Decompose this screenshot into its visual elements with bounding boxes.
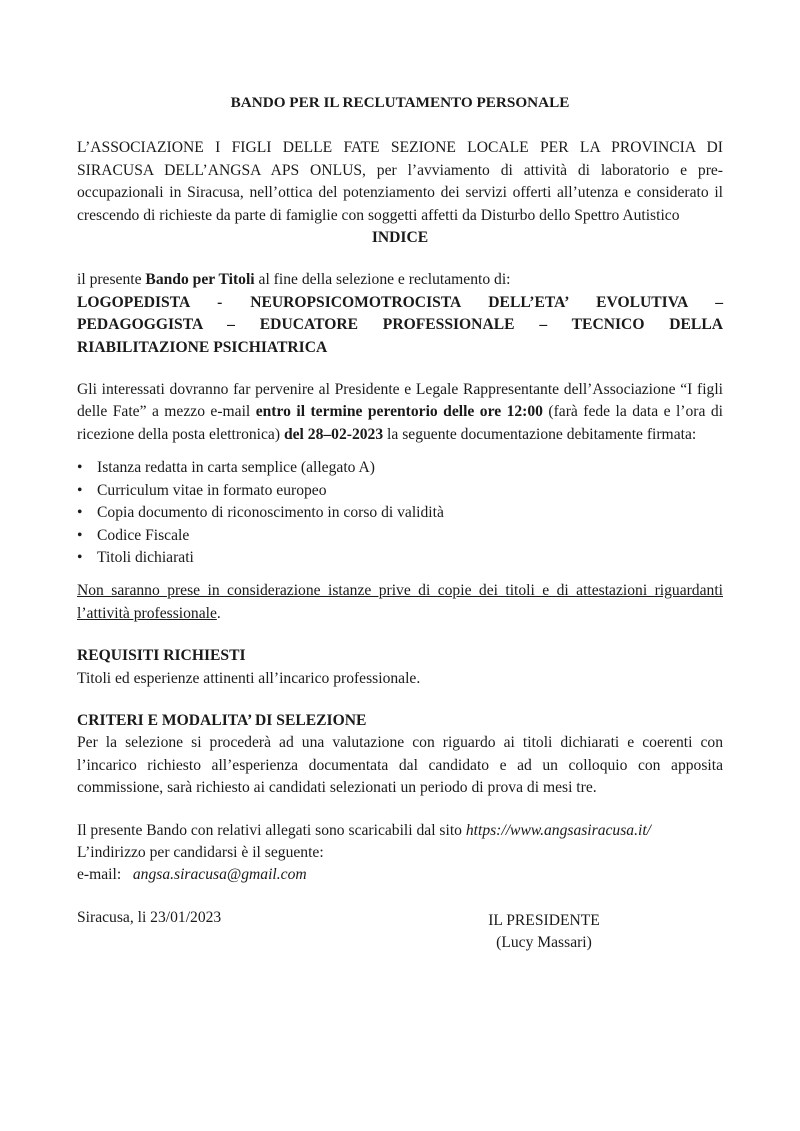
deadline-time: entro il termine perentorio delle ore 12:00	[255, 403, 543, 421]
requirements-heading: REQUISITI RICHIESTI	[77, 647, 246, 665]
document-title: BANDO PER IL RECLUTAMENTO PERSONALE	[230, 94, 570, 111]
signature-role: IL PRESIDENTE	[488, 912, 600, 929]
list-item: • Copia documento di riconoscimento in corso di validità	[77, 502, 723, 524]
list-item: • Curriculum vitae in formato europeo	[77, 480, 723, 502]
bullet-icon: •	[77, 548, 83, 566]
notice-text: Non saranno prese in considerazione istanze prive di copie dei titoli e di attestazioni riguardanti l’attività professionale	[77, 582, 723, 622]
download-line: Il presente Bando con relativi allegati sono scaricabili dal sito https://www.angsasiracusa.it/	[77, 821, 651, 839]
requirements-text: Titoli ed esperienze attinenti all’incarico professionale.	[77, 669, 421, 687]
bullet-icon: •	[77, 504, 83, 522]
deadline-date: del 28–02-2023	[283, 425, 384, 443]
place-date: Siracusa, li 23/01/2023	[77, 908, 222, 926]
bullet-icon: •	[77, 459, 83, 477]
indice-heading: INDICE	[371, 229, 429, 247]
list-item: • Istanza redatta in carta semplice (allegato A)	[77, 457, 723, 479]
document-page	[77, 92, 723, 929]
signature-name: (Lucy Massari)	[496, 934, 592, 952]
intro-text: per l’avviamento di attività di laboratorio e pre-occupazionali in Siracusa, nell’ottica del potenziamento dei servizi offerti all’utenza e considerato il crescendo di richieste da parte di famiglie con soggetti affetti da Disturbo dello Spettro Autistico	[77, 161, 723, 224]
list-item: • Titoli dichiarati	[77, 547, 723, 569]
notice-paragraph: Non saranno prese in considerazione istanze prive di copie dei titoli e di attestazioni riguardanti l’attività professionale.	[77, 582, 723, 622]
email-label: e-mail:	[77, 866, 122, 884]
criteria-text: Per la selezione si procederà ad una valutazione con riguardo ai titoli dichiarati e coerenti con l’incarico richiesto all’esperienza documentata dal candidato e ad un colloquio con apposita commissione, sarà richiesto ai candidati selezionati un periodo di prova di mesi tre.	[77, 734, 723, 797]
email-link[interactable]: angsa.siracusa@gmail.com	[132, 866, 307, 884]
organization-name: L’ASSOCIAZIONE I FIGLI DELLE FATE SEZIONE LOCALE PER LA PROVINCIA DI SIRACUSA DELL’ANGSA APS ONLUS,	[77, 139, 723, 179]
intro-paragraph	[77, 137, 723, 227]
roles-list: LOGOPEDISTA - NEUROPSICOMOTROCISTA DELL’ETA’ EVOLUTIVA – PEDAGOGGISTA – EDUCATORE PROFESSIONALE – TECNICO DELLA RIABILITAZIONE PSICHIATRICA	[77, 293, 723, 356]
website-link[interactable]: https://www.angsasiracusa.it/	[465, 821, 651, 839]
submission-paragraph: Gli interessati dovranno far pervenire al Presidente e Legale Rappresentante dell’Associazione “I figli delle Fate” a mezzo e-mail entro il termine perentorio delle ore 12:00 (farà fede la data e l’ora di ricezione della posta elettronica) del 28–02-2023 la seguente documentazione debitamente firmata:	[77, 381, 723, 443]
bullet-icon: •	[77, 526, 83, 544]
documents-list	[77, 457, 723, 569]
address-line: L’indirizzo per candidarsi è il seguente:	[77, 843, 324, 861]
criteria-heading: CRITERI E MODALITA’ DI SELEZIONE	[77, 711, 367, 729]
signature-block	[444, 910, 644, 955]
bando-intro: il presente Bando per Titoli al fine della selezione e reclutamento di:	[77, 271, 511, 289]
list-item: • Codice Fiscale	[77, 525, 723, 547]
bullet-icon: •	[77, 481, 83, 499]
email-line	[77, 864, 723, 886]
bando-type: Bando per Titoli	[145, 271, 255, 289]
